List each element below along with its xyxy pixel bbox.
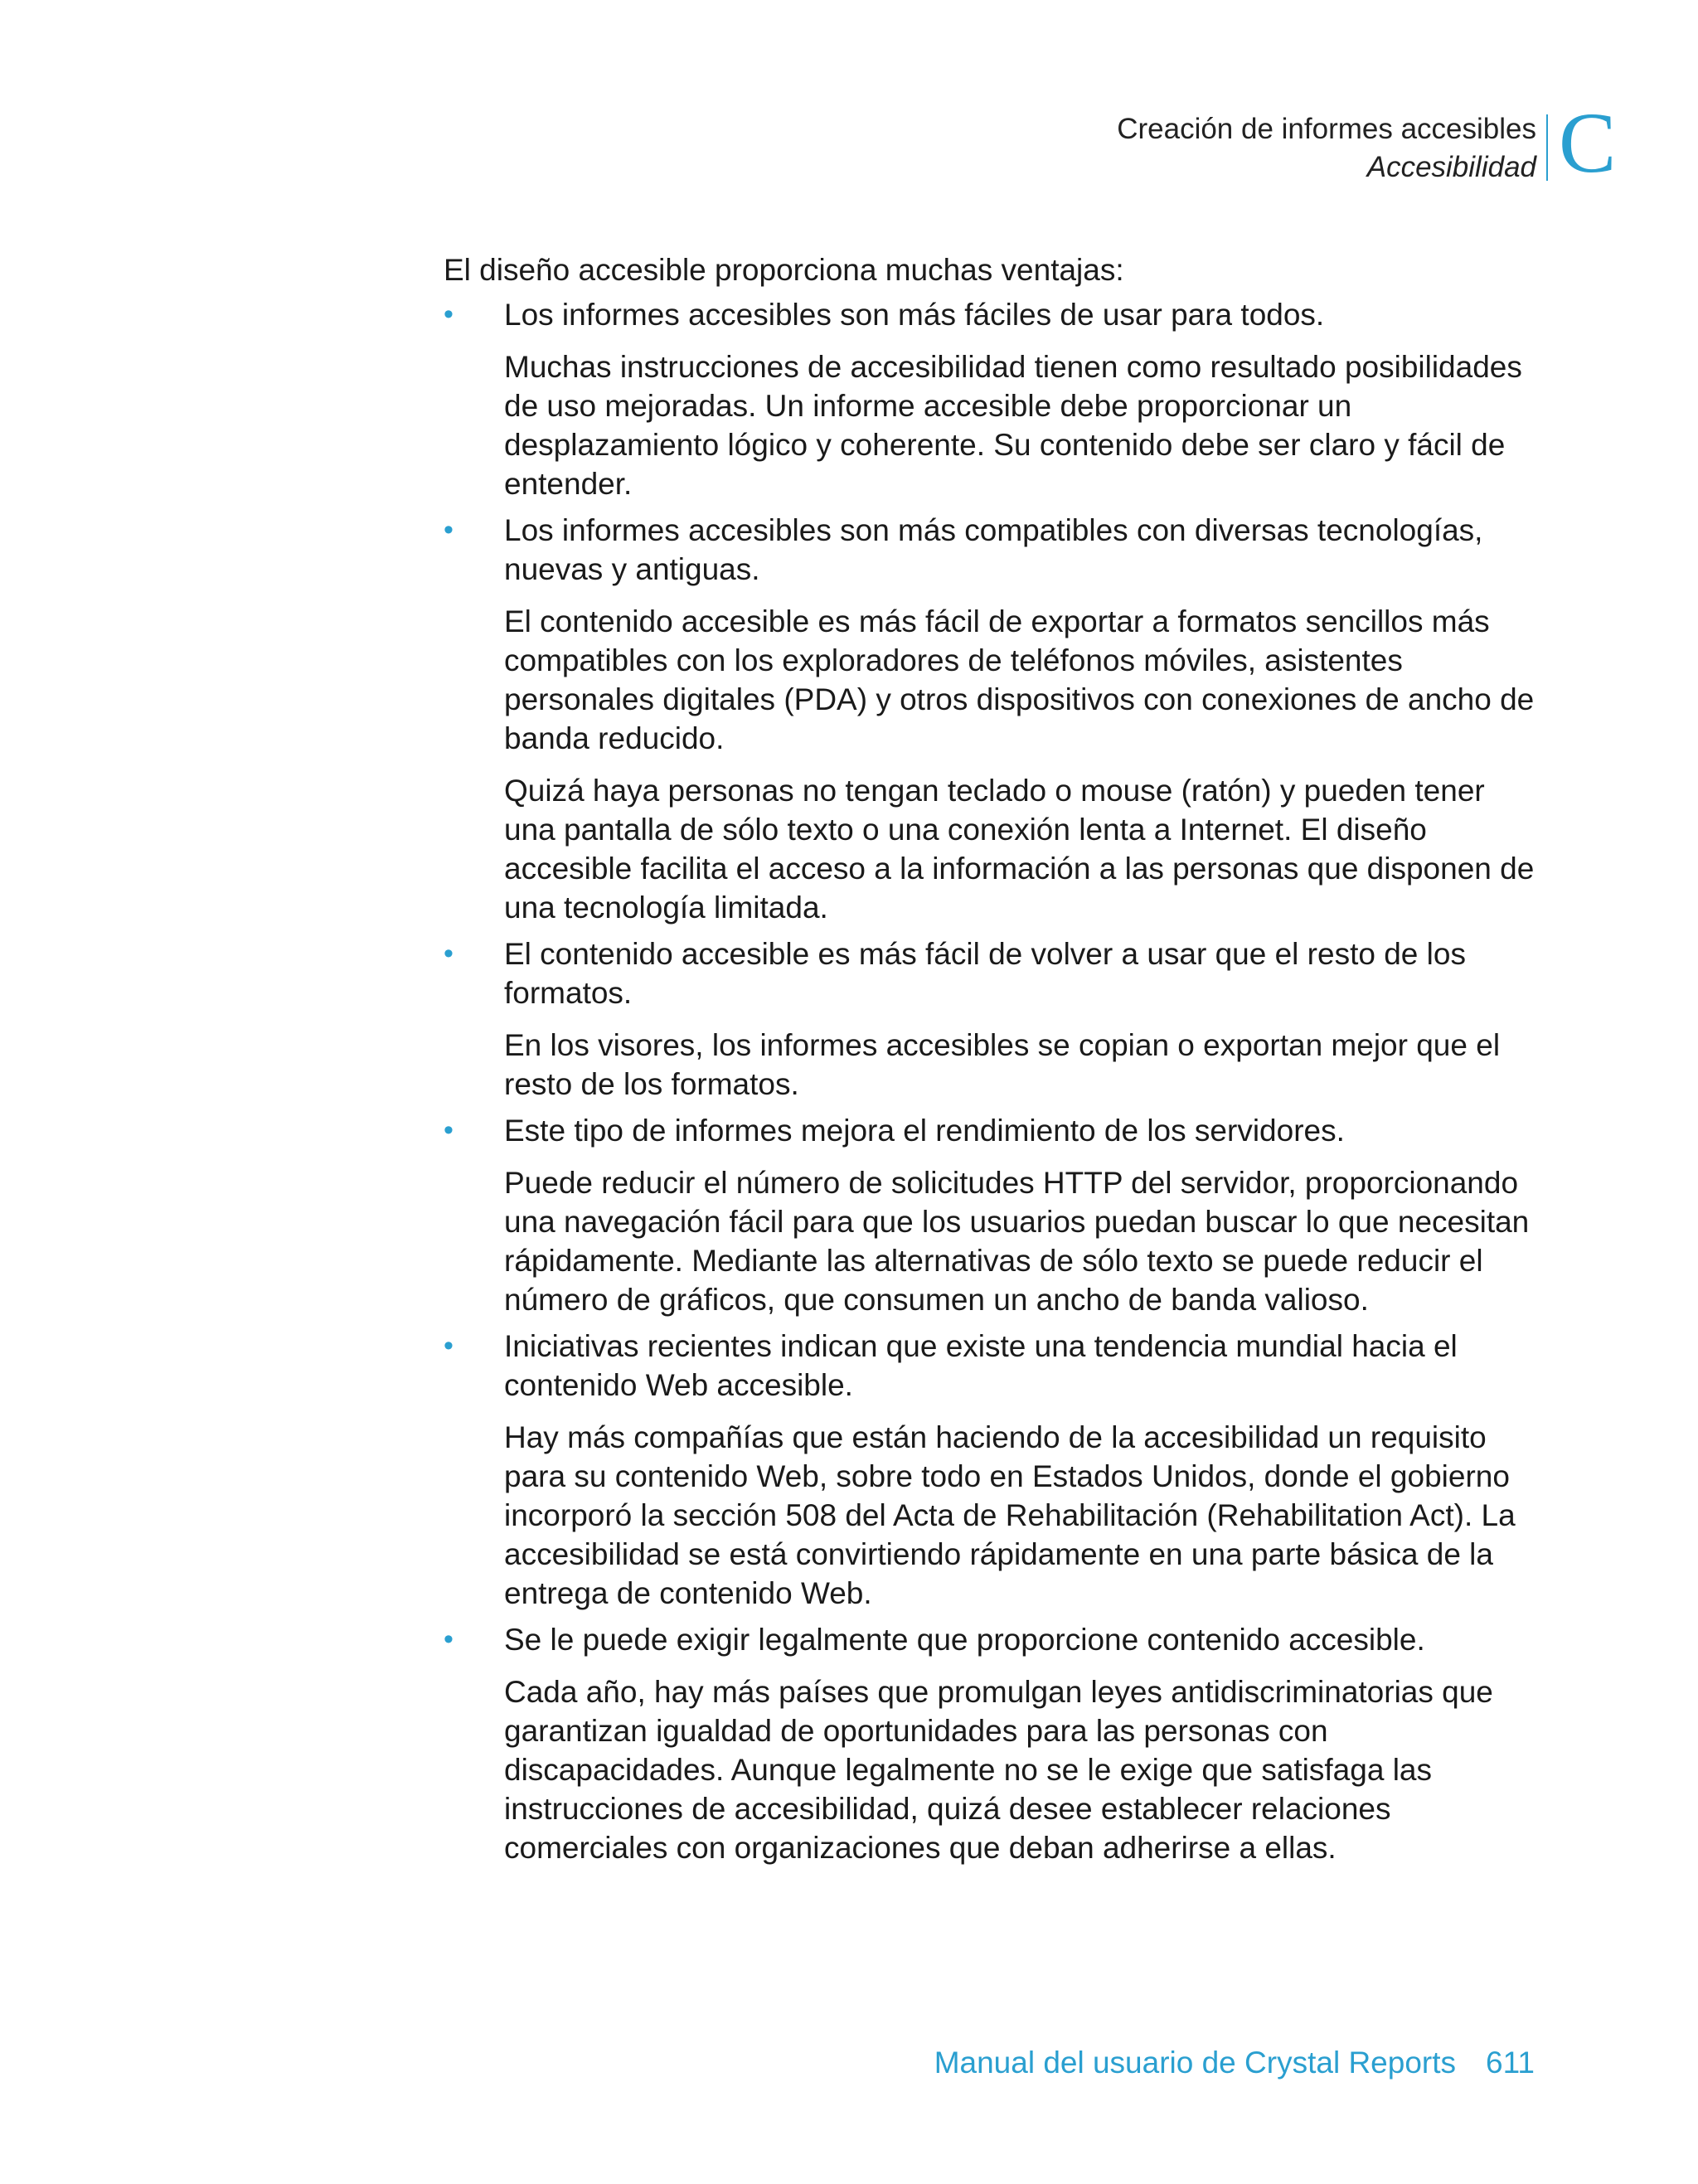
list-item: [444, 1327, 1538, 1613]
item-description: El contenido accesible es más fácil de exportar a formatos sencillos más compatibles con los exploradores de teléfonos móviles, asistentes personales digitales (PDA) y otros dispositivos con conexiones de ancho de banda reducido.: [504, 604, 1535, 755]
running-header: [1117, 110, 1536, 187]
header-divider: [1546, 114, 1548, 181]
bullet-icon: •: [444, 1623, 454, 1655]
item-description: Muchas instrucciones de accesibilidad tienen como resultado posibilidades de uso mejoradas. Un informe accesible debe proporcionar un desplazamiento lógico y coherente. Su contenido debe ser claro y fácil de entender.: [504, 350, 1522, 501]
bullet-icon: •: [444, 298, 454, 330]
list-item: [444, 1620, 1538, 1867]
item-description: Puede reducir el número de solicitudes HTTP del servidor, proporcionando una navegación fácil para que los usuarios puedan buscar lo que necesitan rápidamente. Mediante las alternativas de sólo texto se puede reducir el número de gráficos, que consumen un ancho de banda valioso.: [504, 1166, 1530, 1317]
page-body: [444, 250, 1538, 1875]
page-header: [0, 0, 1698, 216]
bullet-icon: •: [444, 514, 454, 546]
page-footer: [934, 2044, 1535, 2082]
chapter-letter: C: [1559, 95, 1617, 191]
item-lead: Los informes accesibles son más fáciles de usar para todos.: [504, 298, 1325, 332]
bullet-icon: •: [444, 1330, 454, 1361]
bullet-icon: •: [444, 1114, 454, 1146]
item-description: Cada año, hay más países que promulgan leyes antidiscriminatorias que garantizan igualdad de oportunidades para las personas con discapacidades. Aunque legalmente no se le exige que satisfaga las instrucciones de accesibilidad, quizá desee establecer relaciones comerciales con organizaciones que deban adherirse a ellas.: [504, 1675, 1493, 1865]
list-item: [444, 295, 1538, 503]
chapter-title: Creación de informes accesibles: [1117, 113, 1536, 145]
item-description: En los visores, los informes accesibles se copian o exportan mejor que el resto de los formatos.: [504, 1028, 1501, 1101]
list-item: [444, 934, 1538, 1104]
item-lead: Se le puede exigir legalmente que proporcione contenido accesible.: [504, 1623, 1425, 1657]
item-description: Quizá haya personas no tengan teclado o mouse (ratón) y pueden tener una pantalla de sólo texto o una conexión lenta a Internet. El diseño accesible facilita el acceso a la información a las personas que disponen de una tecnología limitada.: [504, 774, 1535, 925]
page-number: 611: [1486, 2046, 1535, 2080]
list-item: [444, 511, 1538, 927]
item-lead: Iniciativas recientes indican que existe una tendencia mundial hacia el contenido Web accesible.: [504, 1329, 1458, 1402]
intro-paragraph: El diseño accesible proporciona muchas ventajas:: [444, 253, 1124, 287]
item-lead: Los informes accesibles son más compatibles con diversas tecnologías, nuevas y antiguas.: [504, 513, 1483, 586]
manual-title: Manual del usuario de Crystal Reports: [934, 2046, 1456, 2080]
bullet-icon: •: [444, 938, 454, 969]
section-title: Accesibilidad: [1366, 151, 1536, 183]
item-lead: El contenido accesible es más fácil de volver a usar que el resto de los formatos.: [504, 937, 1466, 1010]
benefits-list: [444, 295, 1538, 1867]
item-description: Hay más compañías que están haciendo de la accesibilidad un requisito para su contenido Web, sobre todo en Estados Unidos, donde el gobierno incorporó la sección 508 del Acta de Rehabilitación (Rehabilitation Act). La accesibilidad se está convirtiendo rápidamente en una parte básica de la entrega de contenido Web.: [504, 1420, 1516, 1610]
item-lead: Este tipo de informes mejora el rendimiento de los servidores.: [504, 1114, 1345, 1148]
list-item: [444, 1111, 1538, 1319]
